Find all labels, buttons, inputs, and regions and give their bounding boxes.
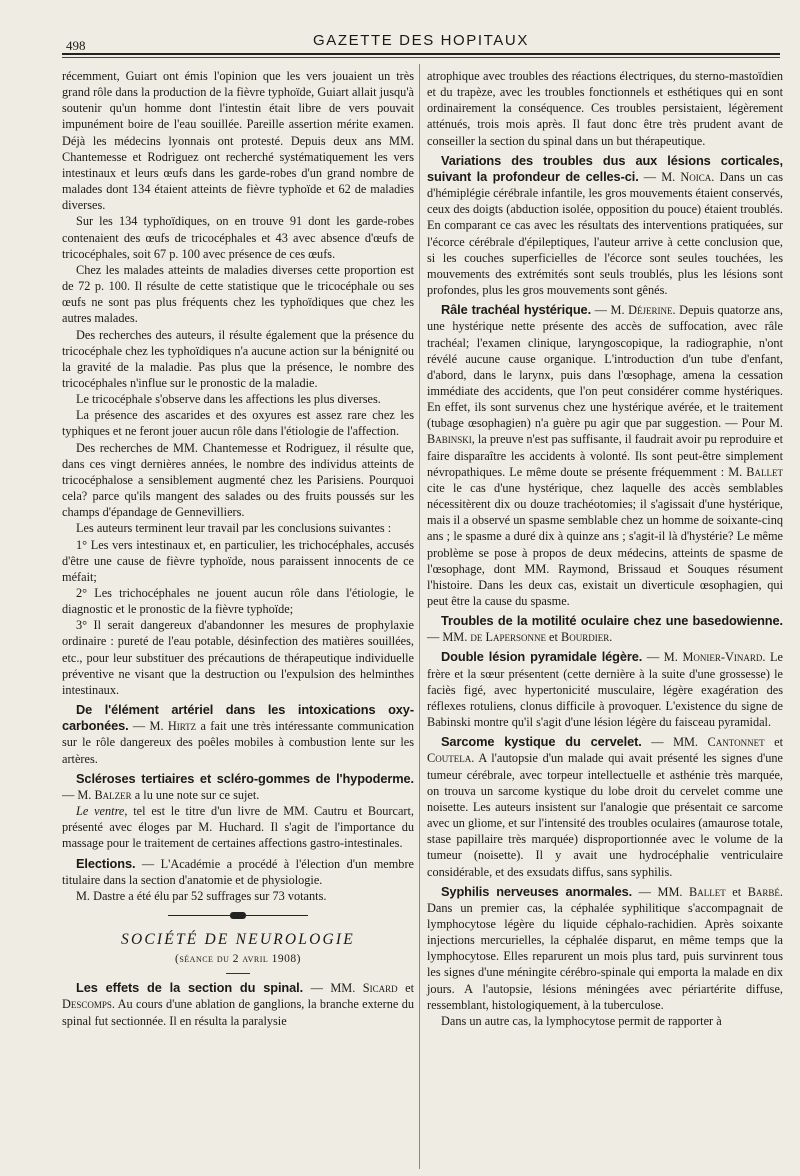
article-entry: Râle trachéal hystérique. — M. Déjerine. Depuis quatorze ans, une hystérique nette présente des accès de suffocation, avec râle trachéal; l'examen clinique, laryngoscopique, la radiographie, n'ont révélé aucune cause organique. L'introduction d'un tube d'enfant, d'abord, dans le larynx, puis dans l'œsophage, amena la cessation immédiate des accidents, que l'on peut considérer comme hystériques. En effet, ils sont survenus chez une hystérique avérée, et le traitement (tubage œsophagien) n'a guère pu agir que par suggestion. — Pour M. Babinski, la preuve n'est pas suffisante, il faudrait avoir pu reproduire et faire disparaître les accidents à volonté. Ils sont peut-être simplement névropathiques. Le même doute se présente fréquemment : M. Ballet cite le cas d'une hystérique, chez laquelle des accès semblables nécessitèrent dix ou douze trachéotomies; il s'agissait d'une hystérique, mais il a observé un spasme semblable chez un homme de soixante-cinq ans ; le spasme a duré dix à quinze ans ; s'agit-il là d'hystérie? Le même problème se pose à propos de deux médecins, atteints de spasme de l'œsophage, dont MM. Raymond, Brissaud et Souques résument l'histoire. Dans les deux cas, existait un diverticule œsophagien, qui peut être la cause du spasme. [427, 302, 783, 608]
article-heading: Variations des troubles dus aux lésions corticales, suivant la profondeur de celles-ci. [427, 152, 783, 184]
author-name: Barbé [747, 884, 780, 899]
section-title: SOCIÉTÉ DE NEUROLOGIE [121, 930, 355, 948]
paragraph: La présence des ascarides et des oxyures est assez rare chez les typhiques et ne feront jouer aucun rôle dans l'étiologie de l'affection. [62, 408, 414, 439]
header-rule [62, 53, 780, 55]
author-name: Ballet [689, 884, 726, 899]
author-name: Noica [680, 169, 712, 184]
article-entry: Scléroses tertiaires et scléro-gommes de l'hypoderme. — M. Balzer a lu une note sur ce sujet. [62, 770, 414, 802]
paragraph: Le ventre, tel est le titre d'un livre de MM. Cautru et Bourcart, présenté avec éloges par M. Huchard. Il s'agit de l'importance du massage pour le traitement de certaines affections gastro-intestinales. [62, 804, 415, 851]
session-date: (séance du 2 avril 1908) [175, 953, 301, 966]
paragraph: 2° Les trichocéphales ne jouent aucun rôle dans l'étiologie, le diagnostic et le pronostic de la fièvre typhoïde; [62, 586, 414, 617]
author-name: de Lapersonne [470, 630, 546, 645]
ornament-divider [168, 912, 308, 920]
right-column [427, 68, 783, 1029]
page-header [62, 26, 780, 56]
article-heading: Les effets de la section du spinal. [76, 980, 304, 996]
article-entry: Double lésion pyramidale légère. — M. Monier-Vinard. Le frère et la sœur présentent (cette dernière à la suite d'une grossesse) le faciès figé, avec hypertonicité musculaire, légère exagération des réflexes rotuliens, clonus difficile à provoquer. L'existence du signe de Babinski montre qu'il s'agit d'une lésion légère du faisceau pyramidal. [427, 649, 784, 730]
paragraph: Des recherches de MM. Chantemesse et Rodriguez, il résulte que, dans ces vingt dernières années, le nombre des individus atteints de tricocéphalose a sensiblement augmenté chez les Parisiens. Pourquoi cela? parce qu'ils mangent des salades ou des fruits poussés sur les champs d'épandage de Gennevilliers. [62, 440, 414, 520]
author-name: Descomps [62, 997, 112, 1012]
author-name: Ballet [746, 464, 783, 479]
author-name: Coutela [427, 751, 472, 766]
paragraph: Des recherches des auteurs, il résulte également que la présence du tricocéphale chez les typhoïdiques n'a aucune action sur la bénignité ou la gravité de la maladie. Pas plus que la présence, le nombre des tricocéphales n'influe sur le pronostic de la maladie. [62, 327, 414, 390]
article-entry: Elections. — L'Académie a procédé à l'élection d'un membre titulaire dans la section d'anatomie et de physiologie. [62, 855, 414, 887]
article-heading: Râle trachéal hystérique. [441, 302, 592, 318]
paragraph: Sur les 134 typhoïdiques, on en trouve 91 dont les garde-robes contenaient des œufs de tricocéphales et 43 avec absence d'œufs de tricocéphales, soit 67 p. 100 avec présence de ces œufs. [62, 214, 414, 261]
article-entry: De l'élément artériel dans les intoxications oxy-carbonées. — M. Hirtz a fait une très intéressante communication sur le rôle dangereux des poêles mobiles à combustion lente sur les artères. [62, 702, 414, 766]
article-entry: Les effets de la section du spinal. — MM. Sicard et Descomps. Au cours d'une ablation de ganglions, la branche externe du spinal fut sectionnée. Il en résulta la paralysie [62, 980, 414, 1028]
paragraph: Chez les malades atteints de maladies diverses cette proportion est de 72 p. 100. Il résulte de cette statistique que le tricocéphale ou ses œufs ne sont pas plus fréquents chez les typhoïdiques que chez les autres malades. [62, 262, 414, 326]
article-heading: De l'élément artériel dans les intoxications oxy-carbonées. [62, 702, 414, 734]
article-heading: Sarcome kystique du cervelet. [441, 734, 642, 750]
paragraph: Les auteurs terminent leur travail par les conclusions suivantes : [76, 521, 392, 536]
author-name: Hirtz [167, 719, 197, 734]
paragraph: Dans un autre cas, la lymphocytose permit de rapporter à [441, 1013, 722, 1028]
article-heading: Double lésion pyramidale légère. [441, 649, 643, 665]
book-title: Le ventre [76, 804, 125, 819]
author-name: Sicard [362, 981, 398, 996]
author-name: Balzer [94, 787, 132, 802]
article-entry: Troubles de la motilité oculaire chez une basedowienne. — MM. de Lapersonne et Bourdier. [427, 613, 783, 645]
page-number: 498 [66, 38, 86, 53]
header-rule-thin [62, 57, 780, 58]
author-name: Déjerine [628, 303, 673, 318]
paragraph: 3° Il serait dangereux d'abandonner les mesures de prophylaxie ordinaire : pureté de l'eau potable, désinfection des matières souillées, etc., pour leur substituer des précautions de thérapeutique individuelle préventive ne visant que la destruction ou l'expulsion des helminthes intestinaux. [62, 618, 414, 697]
column-divider [419, 64, 420, 1169]
author-name: Cantonnet [707, 735, 765, 750]
left-column [62, 68, 414, 1029]
short-rule [226, 973, 250, 974]
author-name: Babinski [427, 432, 472, 447]
article-entry: Syphilis nerveuses anormales. — MM. Ballet et Barbé. Dans un premier cas, la céphalée syphilitique s'accompagnait de lymphocytose légère du liquide céphalo-rachidien. Après soixante injections mercurielles, la céphalée disparut, en même temps que la lymphocytose. Elles reparurent un mois plus tard, puis survinrent tous les signes d'une méningite cérébro-spinale qui emporta la malade en dix jours. A l'autopsie, lésions méningées avec périartérite diffuse, ressemblant, histologiquement, à la tuberculose. [427, 883, 783, 1012]
paragraph: atrophique avec troubles des réactions électriques, du sterno-mastoïdien et du trapèze, avec les troubles fonctionnels et esthétiques qui en sont ordinairement la conséquence. Ces troubles persistaient, légèrement atténués, trois mois après. Il faut donc être très prudent avant de conseiller la section du spinal dans un but thérapeutique. [427, 69, 783, 148]
article-heading: Elections. [76, 855, 136, 871]
article-heading: Scléroses tertiaires et scléro-gommes de l'hypoderme. [76, 770, 414, 786]
author-name: Monier-Vinard [682, 650, 763, 665]
article-heading: Syphilis nerveuses anormales. [441, 883, 633, 899]
running-title: GAZETTE DES HOPITAUX [313, 32, 529, 49]
paragraph: récemment, Guiart ont émis l'opinion que les vers jouaient un très grand rôle dans la production de la fièvre typhoïde, Guiart allait jusqu'à soutenir qu'un homme dont l'intestin était libre de vers pouvait impunément boire de l'eau souillée. Pareille assertion mérite examen. Déjà les médecins lyonnais ont protesté. Depuis deux ans MM. Chantemesse et Rodriguez ont recherché systématiquement les vers intestinaux et leurs œufs dans les garde-robes d'un grand nombre de malades dont 134 étaient atteints de fièvre typhoïde et 62 de maladies diverses. [62, 69, 414, 213]
article-entry: Variations des troubles dus aux lésions corticales, suivant la profondeur de celles-ci. — M. Noica. Dans un cas d'hémiplégie cérébrale infantile, les gros mouvements étaient conservés, ceux des doigts (abduction isolée, opposition du pouce) étaient troublés. En comparant ce cas avec les résultats des interventions pratiquées, sur l'écorce cérébrale d'épileptiques, l'auteur arrive à cette conclusion que, si les couches superficielles de l'écorce sont seules touchées, les mouvements des extrémités sont seuls troublés, plus les lésions sont profondes, plus les gros mouvements sont gênés. [427, 152, 783, 298]
paragraph: M. Dastre a été élu par 52 suffrages sur 73 votants. [76, 888, 327, 903]
author-name: Bourdier [561, 630, 610, 645]
paragraph: 1° Les vers intestinaux et, en particulier, les trichocéphales, accusés d'être une cause de fièvre typhoïde, nous paraissent innocents de ce méfait; [62, 537, 414, 584]
paragraph: Le tricocéphale s'observe dans les affections les plus diverses. [76, 392, 381, 407]
article-entry: Sarcome kystique du cervelet. — MM. Cantonnet et Coutela. A l'autopsie d'un malade qui avait présenté les signes d'une tumeur cérébrale, avec torpeur intellectuelle et asthénie très marquée, on trouva un sarcome kystique du lobe droit du cervelet comme une noisette. Les auteurs insistent sur l'analogie que présentait ce sarcome avec un gliome, et sur l'intensité des troubles oculaires (amaurose totale, stase papillaire très marquée) disproportionnée avec le volume de la tumeur (noisette). Il y avait une hydrocéphalie ventriculaire considérable, et des exsudats diffus, sans syphilis. [427, 734, 783, 879]
article-heading: Troubles de la motilité oculaire chez une basedowienne. [441, 613, 783, 629]
